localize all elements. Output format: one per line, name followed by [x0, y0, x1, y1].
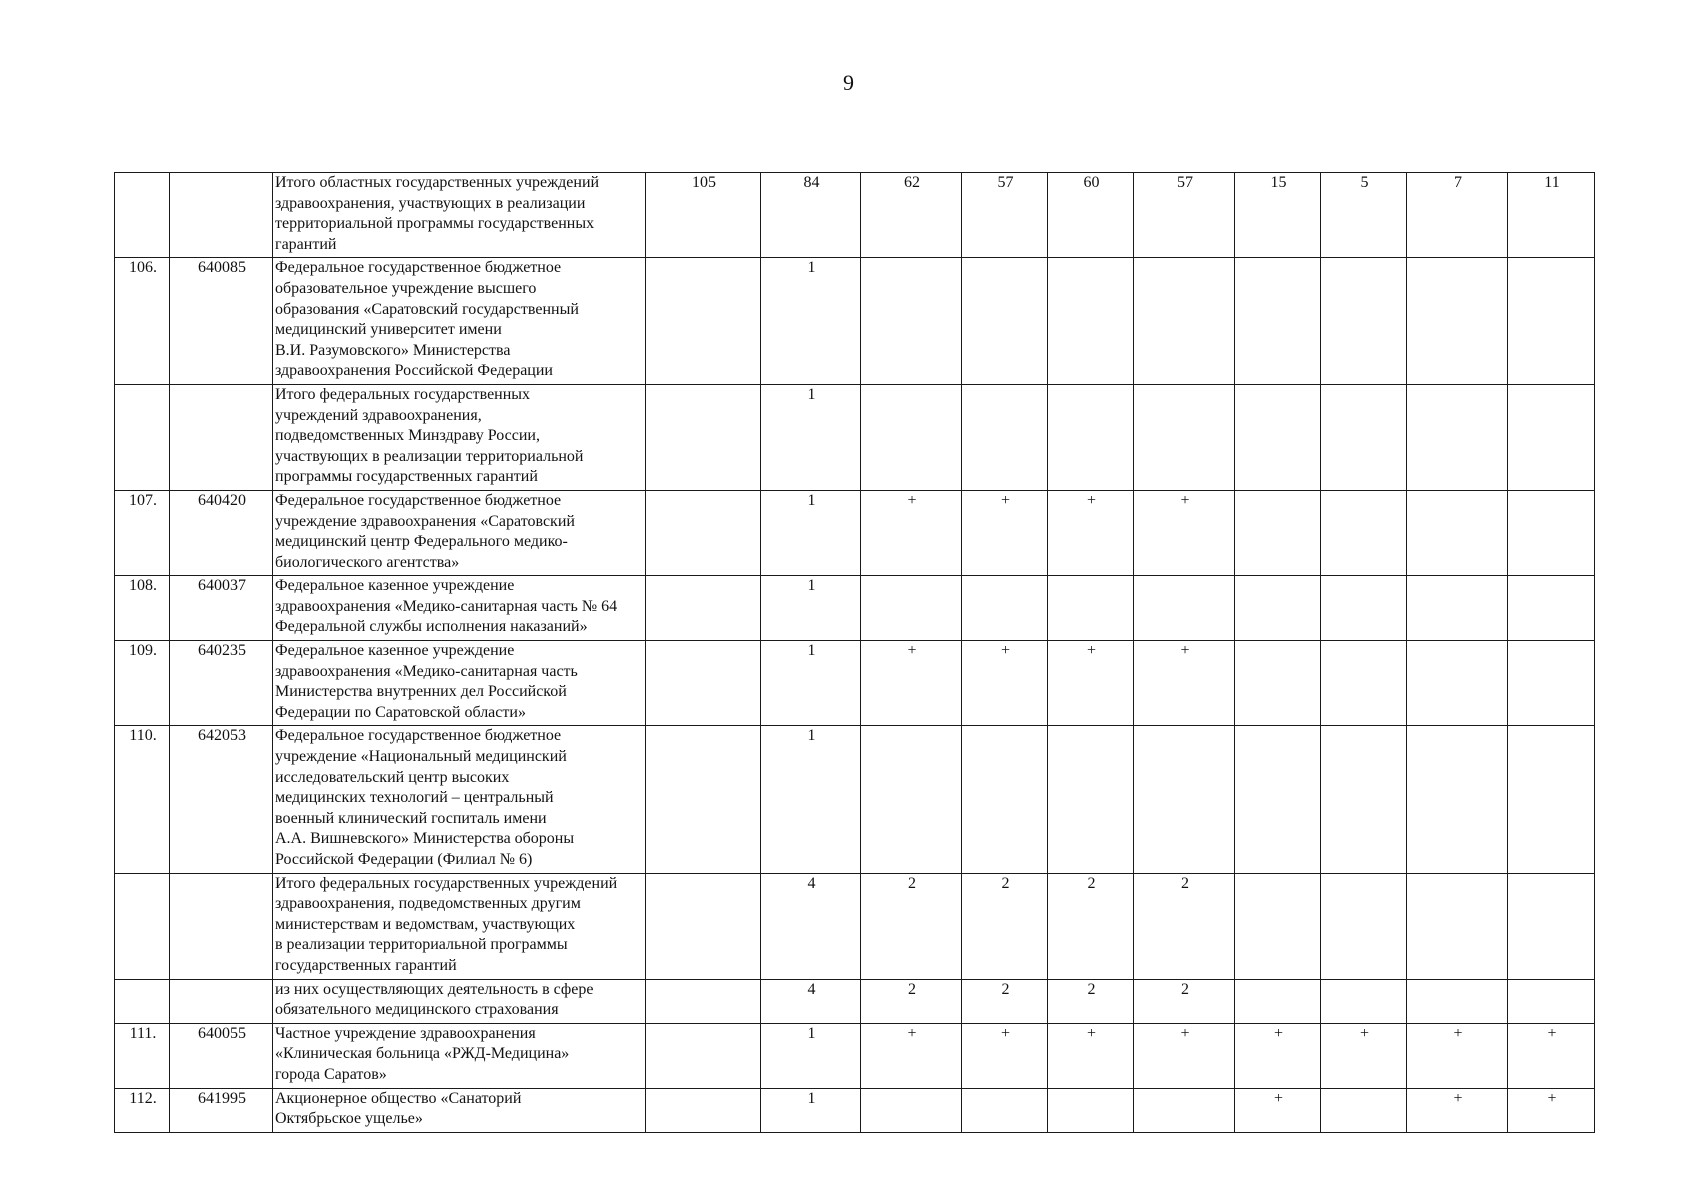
- value-cell: 2: [1048, 979, 1134, 1023]
- table-row: [115, 490, 1595, 575]
- value-cell: [1321, 873, 1407, 979]
- value-cell: [1508, 979, 1595, 1023]
- institution-code: 642053: [170, 726, 273, 873]
- value-cell: [962, 576, 1048, 641]
- value-cell: [1407, 873, 1508, 979]
- row-number: [115, 873, 170, 979]
- value-cell: [1321, 726, 1407, 873]
- value-cell: +: [861, 490, 962, 575]
- value-cell: [1235, 258, 1321, 385]
- value-cell: +: [1048, 490, 1134, 575]
- value-cell: 2: [962, 979, 1048, 1023]
- value-cell: [1508, 873, 1595, 979]
- institution-code: 640085: [170, 258, 273, 385]
- value-cell: 2: [962, 873, 1048, 979]
- value-cell: 2: [1134, 873, 1235, 979]
- value-cell: [1134, 1088, 1235, 1132]
- institution-name: Федеральное государственное бюджетное учреждение «Национальный медицинский исследовательский центр высоких медицинских технологий – центральный военный клинический госпиталь имени А.А. Вишневского» Министерства обороны Российской Федерации (Филиал № 6): [273, 726, 646, 873]
- institution-name: Федеральное государственное бюджетное образовательное учреждение высшего образования «Саратовский государственный медицинский университет имени В.И. Разумовского» Министерства здравоохранения Российской Федерации: [273, 258, 646, 385]
- value-cell: [1508, 726, 1595, 873]
- value-cell: [962, 1088, 1048, 1132]
- value-cell: [1134, 576, 1235, 641]
- table-row: [115, 979, 1595, 1023]
- institution-code: [170, 979, 273, 1023]
- table-row: [115, 873, 1595, 979]
- value-cell: +: [1048, 1023, 1134, 1088]
- value-cell: [1321, 641, 1407, 726]
- value-cell: [861, 1088, 962, 1132]
- value-cell: +: [861, 1023, 962, 1088]
- row-number: [115, 173, 170, 258]
- institution-name: Итого федеральных государственных учреждений здравоохранения, подведомственных Минздраву России, участвующих в реализации территориальной программы государственных гарантий: [273, 384, 646, 490]
- value-cell: 57: [962, 173, 1048, 258]
- value-cell: [1048, 258, 1134, 385]
- institution-code: 641995: [170, 1088, 273, 1132]
- institution-code: [170, 873, 273, 979]
- value-cell: +: [1235, 1023, 1321, 1088]
- value-cell: 7: [1407, 173, 1508, 258]
- value-cell: [1407, 258, 1508, 385]
- row-number: 108.: [115, 576, 170, 641]
- value-cell: [1407, 726, 1508, 873]
- value-cell: [1508, 384, 1595, 490]
- value-cell: +: [1407, 1023, 1508, 1088]
- page-number: 9: [843, 70, 854, 95]
- value-cell: 1: [761, 258, 861, 385]
- value-cell: 2: [861, 979, 962, 1023]
- institution-name: Итого областных государственных учреждений здравоохранения, участвующих в реализации территориальной программы государственных гарантий: [273, 173, 646, 258]
- value-cell: +: [1134, 641, 1235, 726]
- value-cell: [1235, 873, 1321, 979]
- value-cell: 2: [1048, 873, 1134, 979]
- value-cell: +: [1407, 1088, 1508, 1132]
- value-cell: [1048, 726, 1134, 873]
- value-cell: [1321, 384, 1407, 490]
- table-row: [115, 576, 1595, 641]
- table-row: [115, 641, 1595, 726]
- value-cell: +: [861, 641, 962, 726]
- institution-code: 640055: [170, 1023, 273, 1088]
- institution-code: [170, 384, 273, 490]
- value-cell: [1407, 979, 1508, 1023]
- value-cell: [1048, 576, 1134, 641]
- value-cell: [1321, 490, 1407, 575]
- value-cell: [646, 258, 761, 385]
- value-cell: 15: [1235, 173, 1321, 258]
- value-cell: [646, 384, 761, 490]
- table-body: [115, 173, 1595, 1133]
- table-row: [115, 258, 1595, 385]
- institution-name: Частное учреждение здравоохранения «Клиническая больница «РЖД-Медицина» города Саратов»: [273, 1023, 646, 1088]
- table-row: [115, 1023, 1595, 1088]
- value-cell: [962, 258, 1048, 385]
- value-cell: 1: [761, 1088, 861, 1132]
- table-row: [115, 173, 1595, 258]
- value-cell: [646, 979, 761, 1023]
- value-cell: +: [1134, 1023, 1235, 1088]
- value-cell: +: [1235, 1088, 1321, 1132]
- value-cell: [1508, 258, 1595, 385]
- value-cell: [861, 384, 962, 490]
- value-cell: 105: [646, 173, 761, 258]
- institution-name: Итого федеральных государственных учреждений здравоохранения, подведомственных другим министерствам и ведомствам, участвующих в реализации территориальной программы государственных гарантий: [273, 873, 646, 979]
- value-cell: [1235, 726, 1321, 873]
- value-cell: [962, 384, 1048, 490]
- institution-name: Федеральное казенное учреждение здравоохранения «Медико-санитарная часть № 64 Федеральной службы исполнения наказаний»: [273, 576, 646, 641]
- value-cell: [1048, 384, 1134, 490]
- value-cell: [861, 576, 962, 641]
- value-cell: [1134, 726, 1235, 873]
- value-cell: [646, 1088, 761, 1132]
- value-cell: +: [1048, 641, 1134, 726]
- value-cell: [646, 576, 761, 641]
- row-number: [115, 979, 170, 1023]
- value-cell: [1508, 641, 1595, 726]
- value-cell: [1407, 576, 1508, 641]
- value-cell: [646, 641, 761, 726]
- value-cell: 2: [861, 873, 962, 979]
- row-number: 107.: [115, 490, 170, 575]
- value-cell: 62: [861, 173, 962, 258]
- table-row: [115, 726, 1595, 873]
- value-cell: [646, 490, 761, 575]
- value-cell: [1235, 490, 1321, 575]
- value-cell: [1048, 1088, 1134, 1132]
- institution-name: Федеральное казенное учреждение здравоохранения «Медико-санитарная часть Министерства внутренних дел Российской Федерации по Саратовской области»: [273, 641, 646, 726]
- row-number: [115, 384, 170, 490]
- value-cell: 4: [761, 979, 861, 1023]
- value-cell: [1235, 384, 1321, 490]
- table-row: [115, 1088, 1595, 1132]
- value-cell: 4: [761, 873, 861, 979]
- value-cell: [1407, 490, 1508, 575]
- value-cell: 1: [761, 490, 861, 575]
- value-cell: [1321, 258, 1407, 385]
- row-number: 112.: [115, 1088, 170, 1132]
- value-cell: [1235, 641, 1321, 726]
- value-cell: 84: [761, 173, 861, 258]
- value-cell: [1321, 979, 1407, 1023]
- value-cell: +: [962, 641, 1048, 726]
- value-cell: [1508, 576, 1595, 641]
- value-cell: [861, 726, 962, 873]
- institution-code: 640235: [170, 641, 273, 726]
- table-row: [115, 384, 1595, 490]
- value-cell: 5: [1321, 173, 1407, 258]
- institution-name: Федеральное государственное бюджетное учреждение здравоохранения «Саратовский медицинский центр Федерального медико- биологического агентства»: [273, 490, 646, 575]
- value-cell: +: [1508, 1023, 1595, 1088]
- value-cell: 2: [1134, 979, 1235, 1023]
- value-cell: +: [962, 490, 1048, 575]
- value-cell: 1: [761, 384, 861, 490]
- value-cell: 1: [761, 641, 861, 726]
- value-cell: [1134, 258, 1235, 385]
- institution-name: из них осуществляющих деятельность в сфере обязательного медицинского страхования: [273, 979, 646, 1023]
- value-cell: [1321, 1088, 1407, 1132]
- value-cell: +: [962, 1023, 1048, 1088]
- value-cell: 57: [1134, 173, 1235, 258]
- value-cell: [646, 1023, 761, 1088]
- value-cell: 60: [1048, 173, 1134, 258]
- institution-code: 640037: [170, 576, 273, 641]
- institutions-table: [114, 172, 1595, 1133]
- value-cell: [1407, 384, 1508, 490]
- value-cell: [861, 258, 962, 385]
- institution-name: Акционерное общество «Санаторий Октябрьское ущелье»: [273, 1088, 646, 1132]
- value-cell: +: [1134, 490, 1235, 575]
- row-number: 109.: [115, 641, 170, 726]
- row-number: 106.: [115, 258, 170, 385]
- row-number: 110.: [115, 726, 170, 873]
- value-cell: [1321, 576, 1407, 641]
- value-cell: [1235, 979, 1321, 1023]
- institution-code: 640420: [170, 490, 273, 575]
- row-number: 111.: [115, 1023, 170, 1088]
- value-cell: +: [1508, 1088, 1595, 1132]
- value-cell: [1407, 641, 1508, 726]
- value-cell: [1508, 490, 1595, 575]
- value-cell: [1134, 384, 1235, 490]
- value-cell: [646, 726, 761, 873]
- value-cell: 1: [761, 1023, 861, 1088]
- institution-code: [170, 173, 273, 258]
- value-cell: +: [1321, 1023, 1407, 1088]
- value-cell: 1: [761, 726, 861, 873]
- value-cell: [1235, 576, 1321, 641]
- value-cell: [962, 726, 1048, 873]
- value-cell: [646, 873, 761, 979]
- value-cell: 11: [1508, 173, 1595, 258]
- value-cell: 1: [761, 576, 861, 641]
